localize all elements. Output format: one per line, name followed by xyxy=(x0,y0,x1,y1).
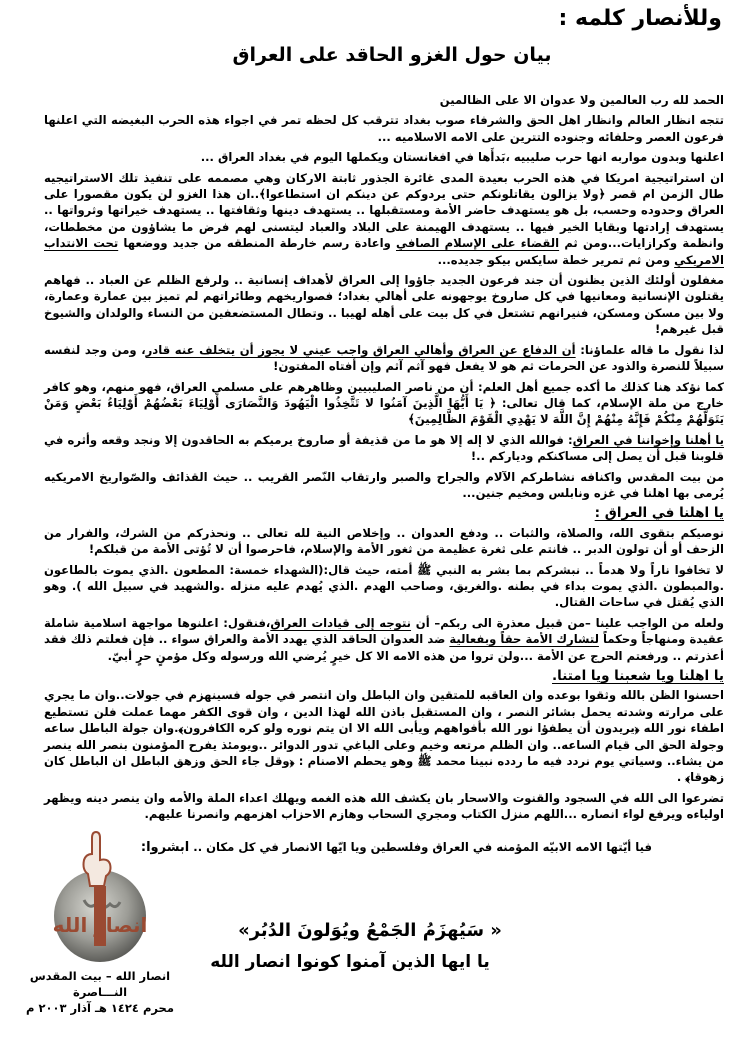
underlined-text: يا اهلنا في العراق : xyxy=(594,505,724,522)
svg-text:انصار الله: انصار الله xyxy=(52,913,148,937)
text-segment: ، ومن وجد لنفسه سبيلاً للنصرة والذود عن الحرمات ثم هو لا يفعل فهو آثم آثم وإن أفتاه المفتون! xyxy=(44,342,724,374)
text-segment: واعادة رسم خارطة المنطقه من جديد ووضعها xyxy=(118,236,396,251)
signature-city: النـــاصرة xyxy=(72,985,128,999)
statement-body xyxy=(44,92,724,827)
page-title: وللأنصار كلمه : xyxy=(558,6,722,31)
ansar-allah-logo xyxy=(44,830,156,970)
paragraph xyxy=(44,92,724,108)
paragraph xyxy=(44,272,724,338)
paragraph xyxy=(44,790,724,823)
text-segment: لذا نقول ما قاله علماؤنا: xyxy=(575,342,724,357)
closing-quote: « سَيُهزَمُ الجَمْعُ ويُوَلونَ الدُبُر» xyxy=(238,920,502,941)
paragraph xyxy=(44,149,724,165)
underlined-text: القضاء على الإسلام الصافي xyxy=(395,236,560,251)
paragraph xyxy=(44,469,724,502)
text-segment: اعلنها وبدون مواربه انها حرب صليبيه ،بَدأَها في افغانستان ويكملها اليوم في بغداد العراق ... xyxy=(200,150,724,165)
closing-greeting-text: فيا أيّتها الامه الابيّه المؤمنه في العراق وفلسطين ويا ايّها الانصار في كل مكان .. xyxy=(189,840,652,854)
text-segment: ومن ثم تمرير خطة سايكس بيكو جديده... xyxy=(437,252,675,267)
paragraph xyxy=(44,562,724,611)
text-segment: ،فنقول: اعلنوها مواجهة اسلامية شاملة عقيدة ومنهاجاً وحكماً xyxy=(44,615,724,647)
underlined-text: نتوجه إلى قيادات العراق xyxy=(270,615,412,630)
text-segment: كما نؤكد هنا كذلك ما أكده جميع أهل العلم: أن من ناصر الصليبيين وظاهرهم على مسلمي العراق، فهو منهم، وهو كافر خارج من ملة الإسلام، كما قال تعالى: ﴿ يَا أَيُّهَا الَّذِينَ آمَنُوا لا تَتَّخِذُوا الْيَهُودَ وَالنَّصَارَى أَوْلِيَاءَ بَعْضُهُمْ أَوْلِيَاءُ بَعْضٍ وَمَنْ يَتَوَلَّهُمْ مِنْكُمْ فَإِنَّهُ مِنْهُمْ إِنَّ اللَّهَ لا يَهْدِي الْقَوْمَ الظَّالِمِينَ﴾ xyxy=(44,379,724,427)
text-segment: ان استراتيجية امريكا في هذه الحرب بعيدة المدى غائرة الجذور ثابتة الاركان وهي مصممه على تنفيذ تلك الاستراتيجيه طال الزمن ام قصر ﴿ولا يزالون يقاتلونكم حتى يردوكم عن دينكم ان استطاعوا﴾..ان هذا الغزو لن يكون مقصورا على العراق وحدوده وحسب، بل هو يستهدف حاضر الأمة ومستقبلها .. يستهدف دينها وثقافتها .. يستهدف خيراتها وثرواتها .. يستهدف إرادتها وبقايا الخير فيها .. يستهدف الهيمنة على البلاد والعباد ليتسنى لهم فرض ما يشاؤون من مخططات، وانظمة وكرازايات...ومن ثم xyxy=(44,170,724,251)
underlined-text: يا اهلنا ويا شعبنا ويا امتنا. xyxy=(552,668,724,684)
raised-fist-globe-icon xyxy=(44,830,156,970)
text-segment: ولعله من الواجب علينا –من قبيل معذرة الى ربكم– أن xyxy=(411,615,724,630)
text-segment: لا تخافوا ناراً ولا هدماً .. نبشركم بما بشر به النبي ﷺ أمته، حيث قال:(الشهداء خمسة: المطعون .الذي يموت بالطاعون .والمبطون .الذي يموت بداء في بطنه .والغريق، وصاحب الهدم .الذي يُهدم عليه منزله .والشهيد في سبيل الله ). وهو الذي يُقتل في ساحات القتال. xyxy=(44,562,724,610)
text-segment: مغفلون أولئك الذين يظنون أن جند فرعون الجديد جاؤوا إلى العراق لأهداف إنسانية .. ولرفع الظلم عن العباد .. فهاهم يقتلون الإنسانية ومعانيها في كل صاروخ يوجهونه على أهالي بغداد؛ فصواريخهم وطائراتهم لم تميز بين عمارة وعمارة، ولا بين مسكن ومسكن، فنيرانهم تشتعل في كل بيت على أهله لهيبا .. وتطال المستضعفين من النساء والولدان والشيوخ قبل غيرهم! xyxy=(44,273,724,337)
text-segment: احسنوا الظن بالله وثقوا بوعده وان العاقبه للمتقين وان الباطل وان انتصر في جوله فسينهزم في جولات..وان ما يجري على مرارته وشدته يحمل بشائر النصر ، وان المستقبل باذن الله لهذا الدين ، وان قوى الكفر مهما عملت فلن تستطيع اطفاء نور الله ﴿يريدون أن يطفؤا نور الله بأفواههم ويأبى الله الا ان يتم نوره ولو كره الكافرون﴾.وان جولة الباطل ساعه وجولة الحق الى قيام الساعه.. وان الظلم مرتعه وخيم وعلى الباغي تدور الدوائر ..ويومئذ يفرح المؤمنون بنصر الله ينصر من يشاء.. وسياتي يوم نردد فيه ما ردده نبينا محمد ﷺ وهو يحطم الاصنام : ﴿وقل جاء الحق وزهق الباطل ان الباطل كان زهوقا﴾ . xyxy=(44,688,724,785)
paragraph xyxy=(44,525,724,558)
text-segment: تتجه انظار العالم وانظار اهل الحق والشرفاء صوب بغداد تترقب كل لحظه تمر في اجواء هذه الحرب البغيضه التي اعلنها فرعون العصر وحلفائه وجنوده التترين على الامه الاسلاميه ... xyxy=(44,113,724,144)
closing-verse: يا ايها الذين آمنوا كونوا انصار الله xyxy=(210,952,490,972)
paragraph xyxy=(44,342,724,375)
paragraph xyxy=(44,615,724,664)
signature-block xyxy=(20,968,180,1016)
text-segment: نوصيكم بتقوى الله، والصلاة، والثبات .. ودفع العدوان .. وإخلاص النية لله تعالى .. ونحذركم من الشرك، والفرار من الزحف أو أن تولون الدبر .. فانتم على ثغرة عظيمة من ثغور الأمة والإسلام، فاحرصوا أن لا تُؤتى الأمة من قبلكم! xyxy=(44,525,724,557)
underlined-text: تحت الانتداب الامريكي xyxy=(44,236,724,267)
text-segment: : فوالله الذي لا إله إلا هو ما من قذيفة أو صاروخ يرميكم به الحاقدون إلا ونجد وقعه وأثره في قلوبنا قبل أن يصل إلى مساكنكم ودياركم ..! xyxy=(44,432,724,464)
paragraph xyxy=(44,432,724,465)
paragraph xyxy=(44,170,724,268)
signature-org: انصار الله – بيت المقدس xyxy=(29,969,171,983)
underlined-text: أن الدفاع عن العراق وأهالي العراق واجب عيني لا يجوز أن يتخلف عنه قادر xyxy=(145,342,576,357)
text-segment: تضرعوا الى الله في السجود والقنوت والاسحار بان يكشف الله هذه الغمه ويهلك اعداء الملة والأمه وان ينصر دينه ويظهر اولياءه ويرفع لواء انصاره ...اللهم منزل الكتاب ومجري السحاب وهازم الاحزاب اهزمهم وانصرنا عليهم. xyxy=(44,790,724,822)
paragraph xyxy=(44,112,724,145)
text-segment: من بيت المقدس واكنافه نشاطركم الآلام والجراح والصبر وارتقاب النّصر القريب .. حيث القذائف والصّواريخ الامريكيه يُرمى بها اهلنا في غزه ونابلس ومخيم جنين... xyxy=(44,469,724,500)
signature-date: محرم ١٤٢٤ هـ آذار ٢٠٠٣ م xyxy=(26,1001,174,1015)
statement-title: بيان حول الغزو الحاقد على العراق xyxy=(232,44,552,66)
underlined-text: لتشارك الأمة حقاً وبفعالية xyxy=(449,632,599,647)
paragraph xyxy=(44,687,724,785)
underlined-text: يا أهلنا وإخواننا في العراق xyxy=(572,432,725,447)
section-heading xyxy=(44,505,724,521)
paragraph xyxy=(44,379,724,428)
text-segment: ضد العدوان الحاقد الذي يهدد الأمة والعراق سواء .. فإن فعلتم ذلك فقد أعذرتم .. ورفعتم الحرج عن الأمة ...ولن تروا من هذه الامه الا كل خيرٍ يُرضي الله ورسوله وكل مؤمنٍ حرٍ أبيّ. xyxy=(44,632,724,663)
section-heading xyxy=(44,668,724,684)
closing-greeting-bold: ابشروا: xyxy=(140,840,190,855)
text-segment: الحمد لله رب العالمين ولا عدوان الا على الظالمين xyxy=(439,93,724,107)
closing-greeting xyxy=(141,840,652,855)
